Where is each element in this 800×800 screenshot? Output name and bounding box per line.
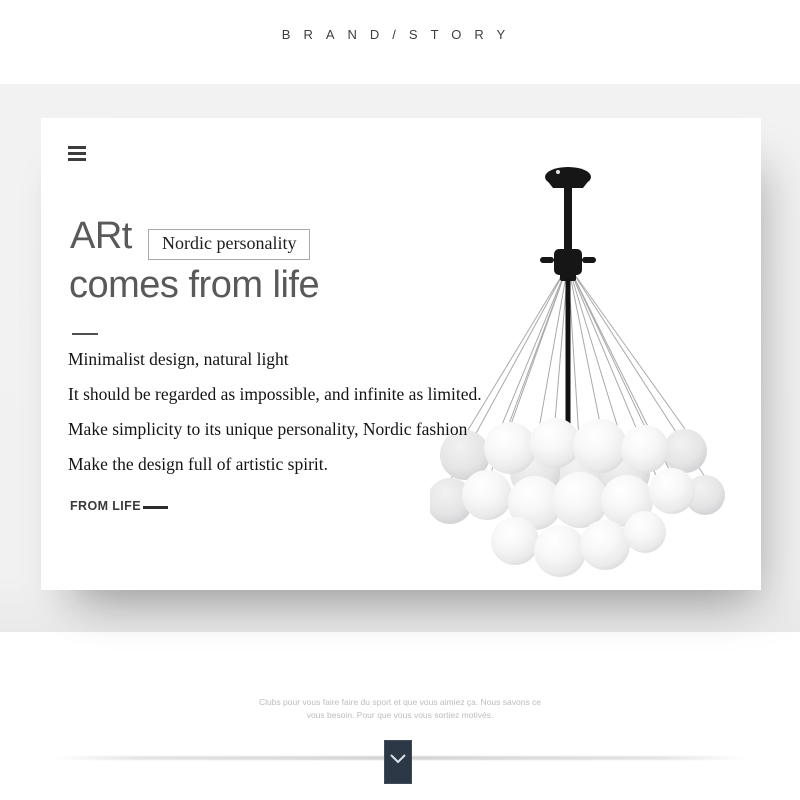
tagline-line: Make simplicity to its unique personality, Nordic fashion	[68, 419, 468, 439]
hamburger-icon-bar	[68, 152, 86, 155]
tagline-block	[68, 342, 482, 482]
chevron-down-icon	[390, 754, 406, 764]
headline-rest: comes from life	[69, 264, 320, 306]
brand-story-title: BRAND/STORY	[281, 27, 519, 42]
footer-caption-line1: Clubs pour vous faire faire du sport et que vous aimiez ça. Nous savons ce	[258, 697, 542, 707]
tagline-line: It should be regarded as impossible, and infinite as limited.	[68, 384, 482, 404]
footer-caption-line2: vous besoin. Pour que vous vous sortiez motivés.	[306, 710, 494, 720]
headline-badge: Nordic personality	[148, 229, 310, 260]
menu-button[interactable]	[68, 146, 86, 162]
hamburger-icon-bar	[68, 146, 86, 149]
tagline-line: Make the design full of artistic spirit.	[68, 454, 329, 474]
tagline-line: Minimalist design, natural light	[68, 349, 289, 369]
heading-divider	[72, 333, 98, 335]
hamburger-icon-bar	[68, 158, 86, 161]
hamburger-icon	[68, 146, 86, 161]
story-card	[41, 118, 761, 590]
scroll-down-button[interactable]	[384, 740, 412, 784]
from-life-dash	[143, 506, 168, 509]
headline-word: ARt	[70, 215, 132, 257]
from-life-label: FROM LIFE	[70, 499, 141, 513]
